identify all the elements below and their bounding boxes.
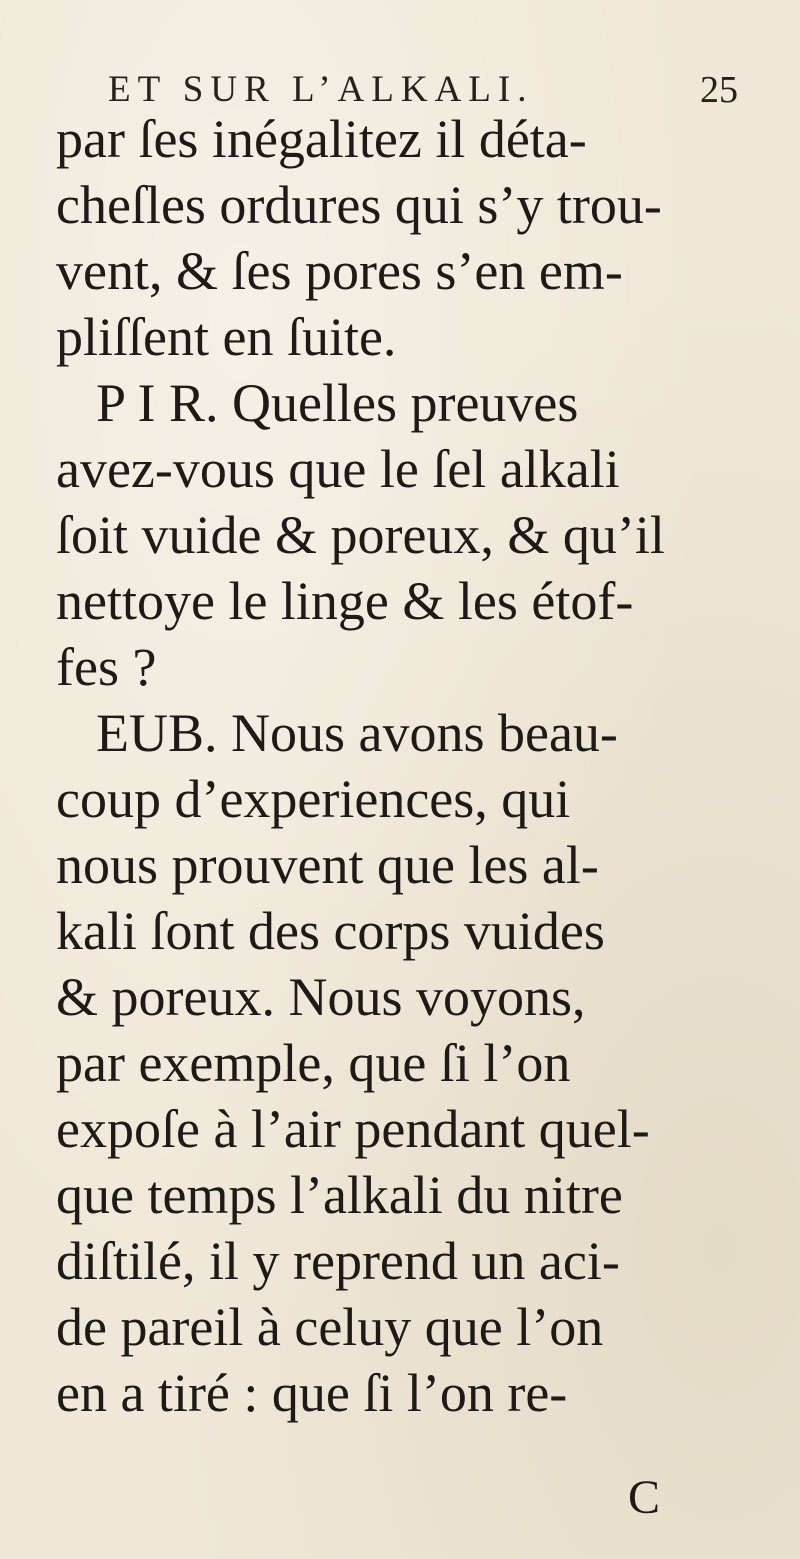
text-line: vent, & ſes pores s’en em- — [56, 241, 623, 301]
page-header — [0, 62, 800, 112]
text-line: P I R. Quelles preuves — [96, 373, 579, 433]
text-line: & poreux. Nous voyons, — [56, 967, 586, 1027]
text-line: fes ? — [56, 637, 157, 697]
text-line: cheſles ordures qui s’y trou- — [56, 175, 662, 235]
text-line: nous prouvent que les al- — [56, 835, 599, 895]
text-line: diſtilé, il y reprend un aci- — [56, 1231, 620, 1291]
text-line: kali ſont des corps vuides — [56, 901, 605, 961]
text-line: pliſſent en ſuite. — [56, 307, 397, 367]
text-line: avez-vous que le ſel alkali — [56, 439, 620, 499]
text-line: par exemple, que ſi l’on — [56, 1033, 571, 1093]
running-title: ET SUR L’ALKALI. — [108, 69, 534, 110]
text-line: par ſes inégalitez il déta- — [56, 109, 587, 169]
text-line: en a tiré : que ſi l’on re- — [56, 1363, 568, 1423]
text-line: que temps l’alkali du nitre — [56, 1165, 623, 1225]
text-line: coup d’experiences, qui — [56, 769, 571, 829]
page-number: 25 — [700, 69, 738, 111]
text-line: ſoit vuide & poreux, & qu’il — [56, 505, 665, 565]
text-line: expoſe à l’air pendant quel- — [56, 1099, 650, 1159]
catchword: C — [628, 1471, 661, 1524]
text-line: nettoye le linge & les étof- — [56, 571, 634, 631]
text-line: EUB. Nous avons beau- — [96, 703, 618, 763]
text-line: de pareil à celuy que l’on — [56, 1297, 604, 1357]
